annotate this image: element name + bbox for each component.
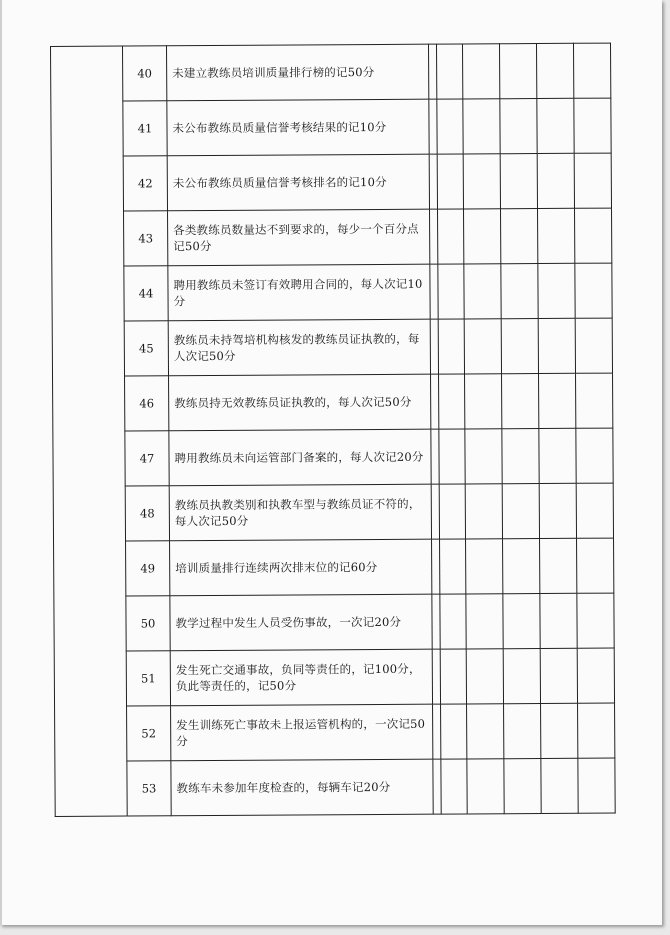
item-number: 46 [125, 376, 169, 431]
score-cell [437, 154, 463, 209]
item-description: 发生死亡交通事故，负同等责任的，记100分，负此等责任的，记50分 [170, 649, 432, 706]
table-row [53, 483, 613, 541]
score-cell [575, 208, 612, 263]
score-cell [465, 374, 502, 429]
score-cell [439, 484, 465, 539]
score-cell [536, 43, 573, 98]
item-number: 47 [125, 431, 169, 486]
score-cell [462, 44, 499, 99]
table-row [52, 263, 612, 321]
table-row [53, 428, 613, 486]
score-cell [438, 264, 464, 319]
score-cell [465, 484, 502, 539]
score-cell [499, 44, 536, 99]
table-row [51, 98, 611, 156]
item-description: 未公布教练员质量信誉考核结果的记10分 [167, 99, 429, 156]
score-cell [436, 44, 462, 99]
score-cell [440, 649, 466, 704]
score-cell [575, 318, 612, 373]
score-cell [538, 208, 575, 263]
score-cell [464, 209, 501, 264]
item-description: 未公布教练员质量信誉考核排名的记10分 [167, 154, 429, 211]
item-number: 41 [123, 101, 167, 156]
table-row [55, 703, 615, 761]
score-cell [502, 429, 539, 484]
score-cell [501, 264, 538, 319]
item-description: 教练员执教类别和执教车型与教练员证不符的，每人次记50分 [169, 484, 431, 541]
score-cell [504, 704, 541, 759]
score-cell [502, 374, 539, 429]
table-row [54, 648, 614, 706]
score-cell [464, 264, 501, 319]
score-cell [503, 539, 540, 594]
item-number: 42 [123, 156, 167, 211]
score-cell [541, 758, 578, 813]
score-cell [437, 99, 463, 154]
table-row [52, 318, 612, 376]
score-cell [578, 703, 615, 758]
score-cell [504, 759, 541, 814]
score-cell [538, 263, 575, 318]
score-cell [438, 319, 464, 374]
score-cell [501, 209, 538, 264]
score-cell [576, 483, 613, 538]
score-cell [500, 99, 537, 154]
item-number: 44 [124, 266, 168, 321]
score-cell [540, 593, 577, 648]
item-number: 49 [126, 541, 170, 596]
score-cell [574, 98, 611, 153]
item-description: 发生训练死亡事故未上报运管机构的，一次记50分 [171, 704, 433, 761]
table-row [52, 208, 612, 266]
score-cell [540, 648, 577, 703]
score-cell [466, 594, 503, 649]
score-cell [463, 154, 500, 209]
item-number: 53 [127, 761, 171, 816]
score-cell [576, 428, 613, 483]
score-cell [439, 429, 465, 484]
score-cell [441, 759, 467, 814]
item-description: 各类教练员数量达不到要求的，每少一个百分点记50分 [168, 209, 430, 266]
score-cell [573, 43, 610, 98]
score-cell [463, 99, 500, 154]
score-cell [466, 539, 503, 594]
score-cell [576, 373, 613, 428]
score-cell [577, 538, 614, 593]
score-cell [466, 649, 503, 704]
item-number: 48 [125, 486, 169, 541]
table-row [51, 153, 611, 211]
score-cell [500, 154, 537, 209]
item-number: 45 [124, 321, 168, 376]
score-cell [467, 704, 504, 759]
score-cell [503, 594, 540, 649]
item-description: 聘用教练员未签订有效聘用合同的，每人次记10分 [168, 264, 430, 321]
score-cell [501, 319, 538, 374]
score-cell [440, 539, 466, 594]
category-cell [51, 46, 128, 816]
item-description: 教学过程中发生人员受伤事故，一次记20分 [170, 594, 432, 651]
score-cell [502, 484, 539, 539]
score-cell [539, 483, 576, 538]
score-cell [540, 538, 577, 593]
item-description: 教练员未持驾培机构核发的教练员证执教的，每人次记50分 [168, 319, 430, 376]
table-row [51, 43, 611, 101]
score-cell [577, 648, 614, 703]
score-cell [439, 374, 465, 429]
scoring-table [50, 43, 616, 817]
score-cell [441, 704, 467, 759]
score-cell [438, 209, 464, 264]
score-cell [464, 319, 501, 374]
item-description: 聘用教练员未向运管部门备案的，每人次记20分 [169, 429, 431, 486]
score-cell [465, 429, 502, 484]
table-row [55, 758, 615, 816]
score-cell [541, 703, 578, 758]
score-cell [503, 649, 540, 704]
table-row [53, 373, 613, 431]
score-cell [578, 758, 615, 813]
score-cell [538, 318, 575, 373]
score-cell [539, 373, 576, 428]
item-description: 未建立教练员培训质量排行榜的记50分 [167, 44, 429, 101]
item-description: 教练车未参加年度检查的，每辆车记20分 [171, 759, 433, 816]
table-row [54, 593, 614, 651]
item-number: 40 [123, 46, 167, 101]
table-row [54, 538, 614, 596]
item-number: 43 [124, 211, 168, 266]
score-cell [537, 98, 574, 153]
score-cell [577, 593, 614, 648]
score-cell [537, 153, 574, 208]
item-number: 52 [127, 706, 171, 761]
table-body [51, 43, 616, 816]
score-cell [467, 759, 504, 814]
item-number: 51 [126, 651, 170, 706]
score-cell [440, 594, 466, 649]
score-cell [574, 153, 611, 208]
score-cell [539, 428, 576, 483]
score-cell [575, 263, 612, 318]
item-number: 50 [126, 596, 170, 651]
item-description: 教练员持无效教练员证执教的，每人次记50分 [169, 374, 431, 431]
item-description: 培训质量排行连续两次排末位的记60分 [170, 539, 432, 596]
